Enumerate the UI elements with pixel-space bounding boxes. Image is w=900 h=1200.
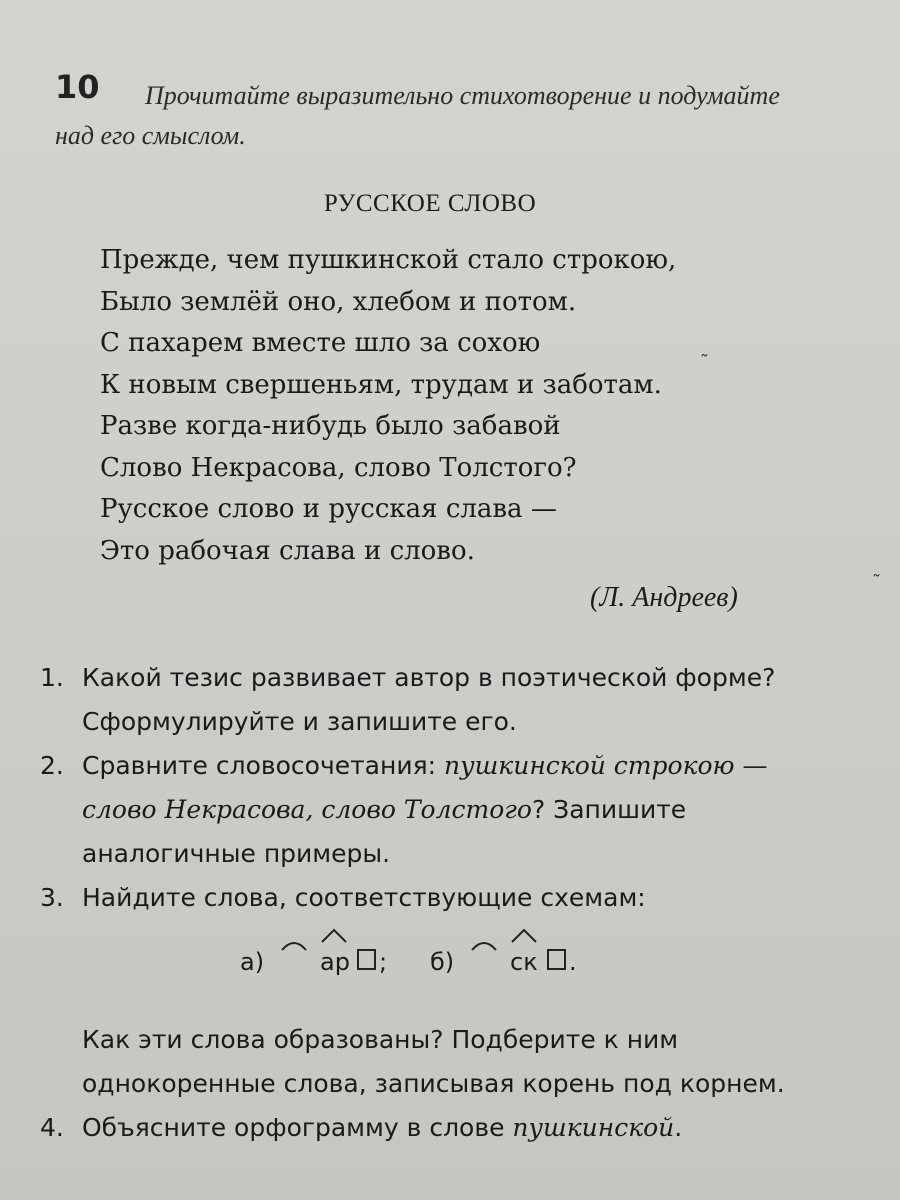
question-text-continued: ? Запишите аналогичные примеры. [82, 795, 687, 868]
scheme-end-a: ; [379, 948, 388, 976]
question-text: Какой тезис развивает автор в поэтической форме? Сформулируйте и запишите его. [82, 663, 776, 736]
poem-line: Разве когда-нибудь было забавой [100, 411, 561, 441]
poem-title: РУССКОЕ СЛОВО [323, 190, 537, 217]
question-number: 2. [40, 751, 64, 780]
question-2 [40, 744, 850, 876]
question-4 [40, 1106, 850, 1150]
question-3 [40, 876, 850, 920]
scheme-label-b: б) [430, 948, 455, 976]
question-1 [40, 656, 850, 744]
scheme-root-a: ар [320, 948, 350, 976]
poem-line: Слово Некрасова, слово Толстого? [100, 452, 577, 483]
question-text: Объясните орфограмму в слове [82, 1113, 513, 1142]
poem-line: Прежде, чем пушкинской стало строкою, [100, 245, 677, 275]
task-number: 10 [55, 68, 100, 106]
question-text: Найдите слова, соответствующие схемам: [82, 883, 646, 912]
poem-author: (Л. Андреев) [590, 582, 738, 613]
scheme-label-a: а) [240, 948, 265, 976]
questions-list [40, 656, 850, 1150]
question-example-word: пушкинской [512, 1113, 675, 1142]
pencil-mark-icon: ˜ [700, 352, 709, 373]
poem-line: Было землёй оно, хлебом и потом. [100, 286, 577, 317]
question-number: 4. [40, 1113, 64, 1142]
task-instruction: Прочитайте выразительно стихотворение и подумайте над его смыслом. [55, 81, 780, 150]
poem-line: К новым свершеньям, трудам и заботам. [100, 369, 662, 400]
pencil-mark-icon: ˜ [872, 572, 881, 593]
question-example-phrases: пушкинской строкою — слово Некрасова, слово Толстого [82, 751, 768, 824]
scheme-end-b: . [569, 948, 577, 976]
poem-line: Русское слово и русская слава — [100, 494, 557, 524]
scheme-b [468, 920, 598, 990]
scheme-a [278, 920, 408, 990]
question-3-continuation: Как эти слова образованы? Подберите к ним однокоренные слова, записывая корень под корнем. [82, 1025, 785, 1098]
poem-line: Это рабочая слава и слово. [100, 535, 475, 566]
scheme-root-b: ск [510, 948, 538, 976]
poem-line: С пахарем вместе шло за сохою [100, 328, 541, 358]
question-text: Сравните словосочетания: [82, 751, 444, 780]
question-number: 3. [40, 883, 64, 912]
word-schemes [240, 920, 850, 990]
question-number: 1. [40, 663, 64, 692]
poem-body [100, 240, 676, 572]
question-text-end: . [674, 1113, 683, 1142]
